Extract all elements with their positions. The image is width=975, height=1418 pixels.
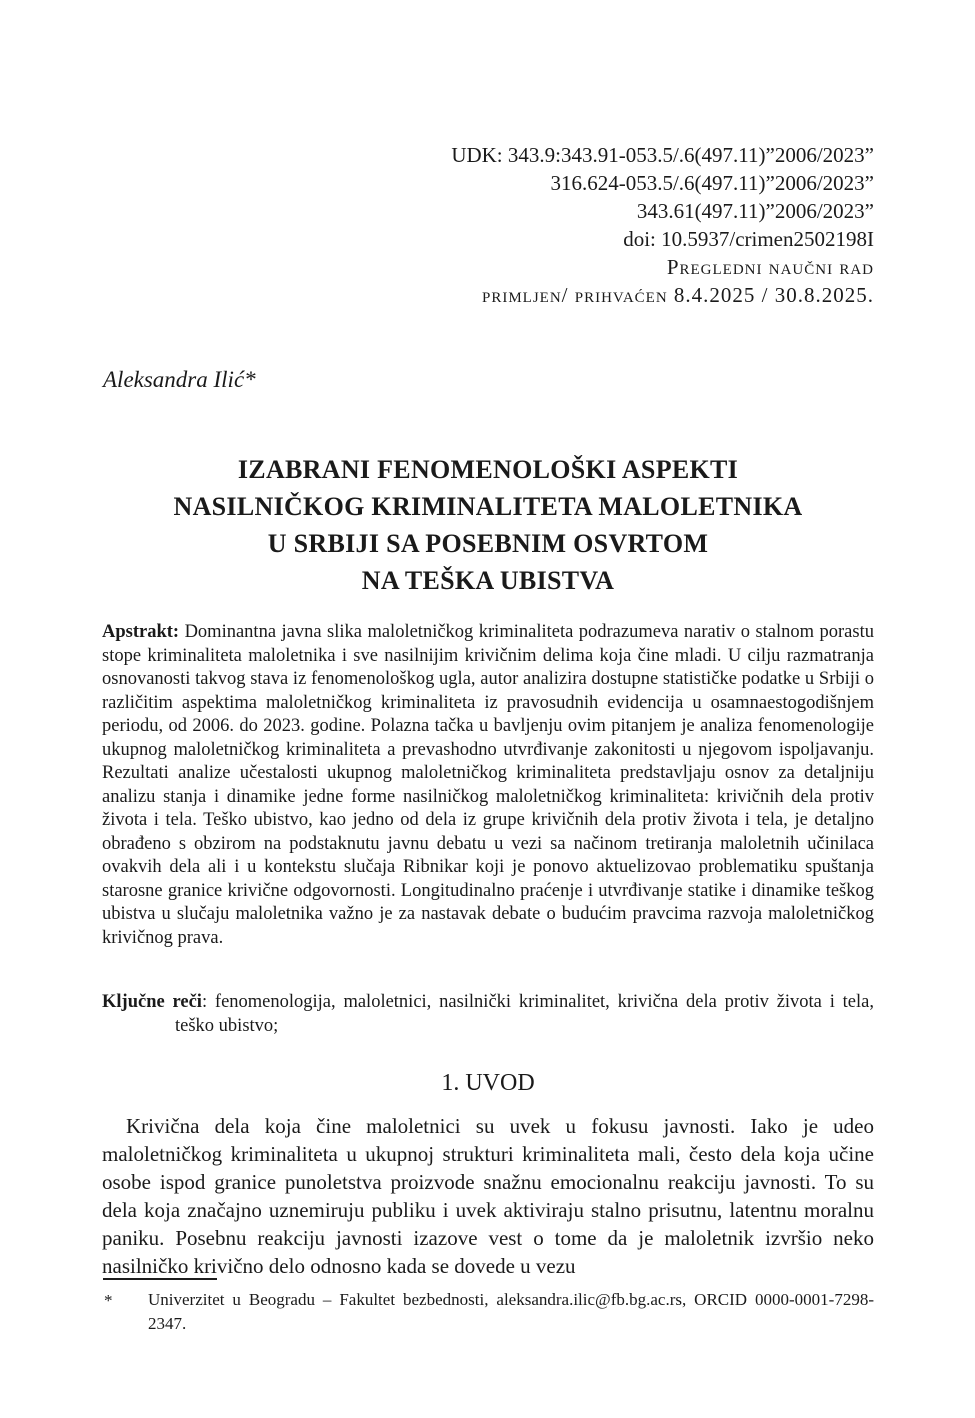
footnote-marker: * — [104, 1291, 113, 1310]
intro-paragraph: Krivična dela koja čine maloletnici su uvek u fokusu javnosti. Iako je udeo maloletničkog kriminaliteta u ukupnoj strukturi kriminaliteta mali, često dela koja učine osobe ispod granice punoletstva proizvode snažnu emocionalnu reakciju javnosti. To su dela koja značajno uznemiruju publiku i uvek aktiviraju stalno prisutnu, latentnu moralnu paniku. Posebnu reakciju javnosti izazove vest o tome da je maloletnik izvršio neko nasilničko krivično delo odnosno kada se dovede u vezu — [102, 1114, 874, 1278]
abstract-label: Apstrakt: — [102, 622, 180, 642]
footnote-text: Univerzitet u Beogradu – Fakultet bezbednosti, aleksandra.ilic@fb.bg.ac.rs, ORCID 0000-0001-7298-2347. — [148, 1290, 874, 1333]
title-line: NA TEŠKA UBISTVA — [361, 566, 615, 595]
udk-line: 343.61(497.11)”2006/2023” — [636, 199, 874, 223]
abstract-paragraph — [102, 621, 874, 950]
doi-line: doi: 10.5937/crimen2502198I — [623, 227, 874, 251]
keywords-text: : fenomenologija, maloletnici, nasilnički kriminalitet, krivična dela protiv života i tela, teško ubistvo; — [175, 992, 874, 1036]
footnote-separator — [103, 1278, 217, 1280]
udk-line: 316.624-053.5/.6(497.11)”2006/2023” — [550, 171, 874, 195]
bibliographic-header — [451, 141, 874, 309]
received-accepted-dates: primljen/ prihvaćen 8.4.2025 / 30.8.2025. — [482, 283, 874, 307]
article-type: Pregledni naučni rad — [666, 255, 874, 279]
keywords-paragraph — [102, 990, 874, 1038]
article-title — [102, 451, 874, 599]
footnote — [102, 1288, 874, 1335]
abstract-text: Dominantna javna slika maloletničkog kriminaliteta podrazumeva narativ o stalnom porastu stope kriminaliteta maloletnika i sve nasilnijim krivičnim delima koja čine mladi. U cilju razmatranja osnovanosti takvog stava iz fenomenološkog ugla, autor analizira dostupne statističke podatke u Srbiji o različitim aspektima maloletničkog kriminaliteta iz pravosudnih evidencija u osamnaestogodišnjem periodu, od 2006. do 2023. godine. Polazna tačka u bavljenju ovim pitanjem je analiza fenomenologije ukupnog maloletničkog kriminaliteta a prevashodno utvrđivanje zakonitosti u njegovom ispoljavanju. Rezultati analize učestalosti ukupnog maloletničkog kriminaliteta predstavljaju osnov za detaljniju analizu stanja i dinamike jedne forme nasilničkog maloletničkog kriminaliteta: krivičnih dela protiv života i tela. Teško ubistvo, kao jedno od dela iz grupe krivičnih dela protiv života i tela, je detaljno obrađeno s obzirom na podstaknutu javnu debatu u vezi sa načinom tretiranja maloletnih učinilaca ovakvih dela ali i u kontekstu slučaja Ribnikar koji je ponovo aktuelizovao problematiku spuštanja starosne granice krivične odgovornosti. Longitudinalno praćenje i utvrđivanje statike i dinamike teškog ubistva u slučaju maloletnika važno je za nastavak debate o budućim pravcima razvoja maloletničkog krivičnog prava. — [102, 622, 874, 948]
title-line: NASILNIČKOG KRIMINALITETA MALOLETNIKA — [173, 492, 803, 521]
title-line: U SRBIJI SA POSEBNIM OSVRTOM — [267, 529, 709, 558]
author-name: Aleksandra Ilić* — [103, 367, 256, 392]
keywords-label: Ključne reči — [102, 992, 202, 1012]
udk-line: UDK: 343.9:343.91-053.5/.6(497.11)”2006/2023” — [451, 143, 874, 167]
title-line: IZABRANI FENOMENOLOŠKI ASPEKTI — [237, 455, 739, 484]
section-heading-uvod: 1. UVOD — [441, 1070, 535, 1096]
